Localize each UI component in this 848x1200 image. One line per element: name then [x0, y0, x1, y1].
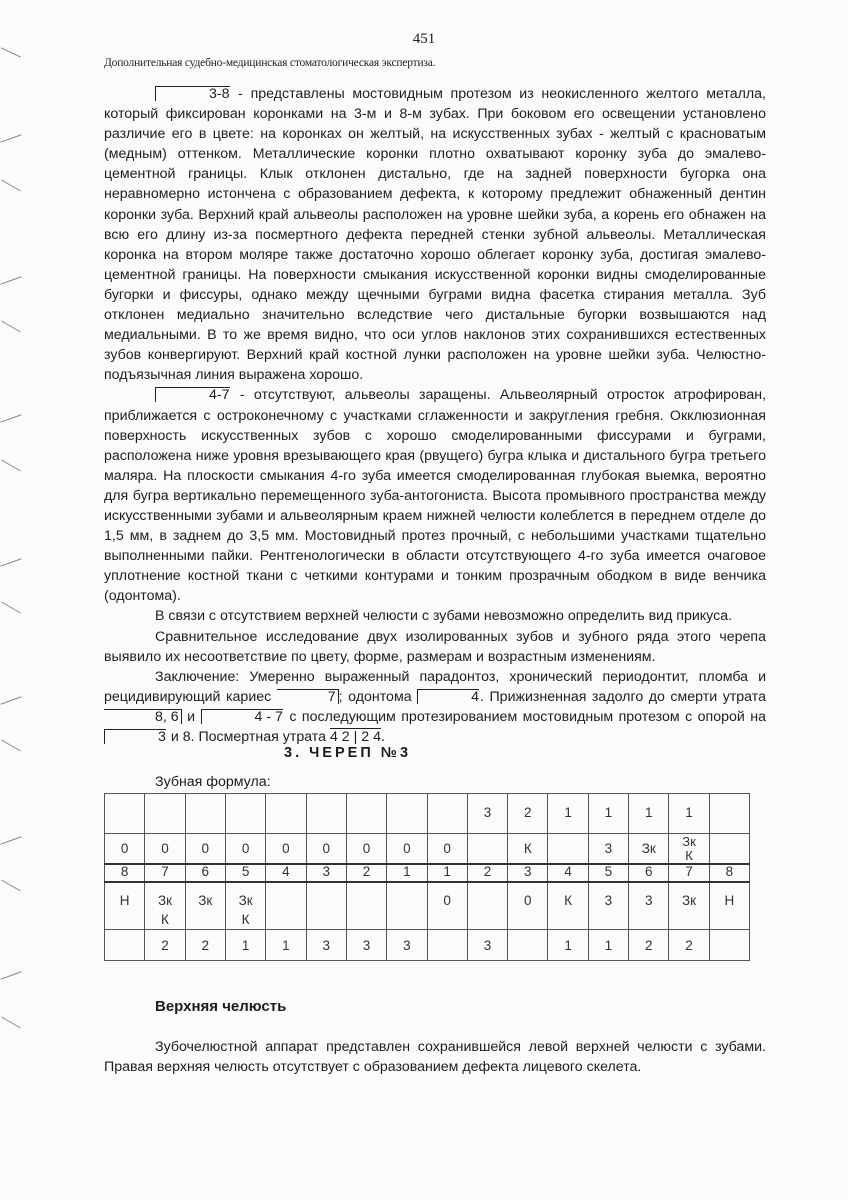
formula-cell [709, 794, 749, 834]
formula-cell: 4 [548, 864, 588, 882]
formula-cell: 3 [508, 864, 548, 882]
scan-mark [1, 47, 21, 57]
formula-cell: 5 [588, 864, 628, 882]
scan-mark [1, 460, 21, 472]
formula-cell: 8 [709, 864, 749, 882]
formula-cell [185, 794, 225, 834]
scan-mark [1, 180, 21, 192]
formula-cell [225, 794, 265, 834]
scan-mark [0, 836, 21, 844]
formula-cell: 2 [346, 864, 386, 882]
formula-cell [145, 794, 185, 834]
scan-mark [1, 880, 21, 892]
formula-cell: Зк [669, 882, 709, 930]
formula-cell: 2 [669, 930, 709, 961]
formula-cell: 3 [306, 864, 346, 882]
paragraph-bite: В связи с отсутствием верхней челюсти с зубами невозможно определить вид прикуса. [155, 608, 733, 625]
formula-cell: 2 [145, 930, 185, 961]
paragraph-comparison: Сравнительное исследование двух изолированных зубов и зубного ряда этого черепа выявило их несоответствие по цвету, форме, размерам и возрастным изменениям. [104, 628, 766, 665]
formula-cell [467, 834, 507, 865]
formula-cell: К [508, 834, 548, 865]
formula-cell [387, 794, 427, 834]
formula-cell: 3 [306, 930, 346, 961]
dental-formula-table [104, 793, 750, 961]
formula-cell: 1 [669, 794, 709, 834]
body-text [104, 84, 766, 747]
formula-cell: 8 [105, 864, 145, 882]
formula-cell: 1 [427, 864, 467, 882]
quadrant-marker: 3-8 [155, 86, 230, 101]
scan-mark [0, 276, 21, 284]
formula-cell [427, 930, 467, 961]
formula-cell: 2 [629, 930, 669, 961]
scan-mark [0, 558, 21, 566]
formula-label: Зубная формула: [155, 774, 271, 790]
formula-cell: 7 [145, 864, 185, 882]
formula-cell [548, 834, 588, 865]
scan-mark [1, 1017, 21, 1029]
scan-mark [0, 971, 21, 979]
formula-cell [709, 834, 749, 865]
formula-cell: 1 [588, 794, 628, 834]
formula-cell: 0 [427, 882, 467, 930]
formula-cell: К [548, 882, 588, 930]
section-title: 3. ЧЕРЕП №3 [284, 745, 412, 761]
formula-cell: 2 [467, 864, 507, 882]
scan-mark [0, 414, 21, 422]
paragraph-4-7: 4-7 - отсутствуют, альвеолы заращены. Альвеолярный отросток атрофирован, приближается с остроконечному с участками сглаженности и закругления гребня. Окклюзионная поверхность искусственных зубов с хорошо смоделированными фиссурами и буграми, расположена ниже уровня врезывающего края (рвущего) бугра клыка и дистального бугра третьего маляра. На плоскости смыкания 4-го зуба имеется смоделированная глубокая выемка, вероятно для бугра вертикально перемещенного зуба-антогониста. Высота промывного пространства между искусственными зубами и альвеолярным краем нижней челюсти колеблется в переднем отделе до 1,5 мм, в заднем до 3,5 мм. Мостовидный протез прочный, с небольшими участками тщательно выполненными пайки. Рентгенологически в области отсутствующего 4-го зуба имеется очаговое уплотнение костной ткани с четкими контурами и тонким прозрачным ободком в виде венчика (одонтома). [104, 387, 766, 605]
formula-cell: Н [105, 882, 145, 930]
paragraph-3-8: 3-8 - представлены мостовидным протезом из неокисленного желтого металла, который фиксирован коронками на 3-м и 8-м зубах. При боковом его освещении установлено различие его в цвете: на коронках он желтый, на искусственных зубах - желтый с красноватым (медным) оттенком. Металлические коронки плотно охватывают коронку зуба до эмалево-цементной границы. Клык отклонен дистально, где на задней поверхности бугорка она неравномерно истончена с образованием дефекта, к которому предлежит обнаженный дентин коронки зуба. Верхний край альвеолы расположен на уровне шейки зуба, а корень его обнажен на всю его длину из-за посмертного дефекта передней стенки зубной альвеолы. Металлическая коронка на втором моляре также достаточно хорошо облегает коронку зуба, достигая эмалево-цементной границы. На поверхности смыкания искусственной коронки видны смоделированные бугорки и фиссуры, однако между щечными буграми видна фасетка стирания металла. Зуб отклонен медиально значительно вследствие чего дистальные бугорки возвышаются над медиальными. В то же время видно, что оси углов наклонов этих сохранившихся естественных зубов конвергируют. Верхний край костной лунки расположен на уровне шейки зуба. Челюстно-подъязычная линия выражена хорошо. [104, 86, 766, 384]
formula-cell [508, 930, 548, 961]
formula-row-row5 [105, 930, 750, 961]
formula-cell [467, 882, 507, 930]
formula-cell: 3 [588, 882, 628, 930]
formula-cell: Зк [629, 834, 669, 865]
page-number: 451 [412, 31, 436, 47]
formula-cell: Зк К [669, 834, 709, 865]
formula-cell: 0 [145, 834, 185, 865]
scan-mark [1, 602, 21, 614]
formula-cell [306, 882, 346, 930]
scan-mark [0, 134, 21, 142]
formula-cell [387, 882, 427, 930]
formula-cell: 1 [225, 930, 265, 961]
formula-cell: 0 [105, 834, 145, 865]
formula-cell: 6 [629, 864, 669, 882]
formula-cell: 3 [588, 834, 628, 865]
formula-row-row1 [105, 794, 750, 834]
formula-cell: 3 [467, 930, 507, 961]
upper-jaw-text: Зубочелюстной аппарат представлен сохранившейся левой верхней челюсти с зубами. Правая верхняя челюсть отсутствует с образованием дефекта лицевого скелета. [104, 1039, 766, 1076]
running-head: Дополнительная судебно-медицинская стоматологическая экспертиза. [104, 57, 436, 69]
formula-cell [709, 930, 749, 961]
formula-cell [306, 794, 346, 834]
formula-cell: 2 [508, 794, 548, 834]
formula-cell: 0 [427, 834, 467, 865]
formula-cell: 4 [266, 864, 306, 882]
formula-cell: 2 [185, 930, 225, 961]
formula-row-row4 [105, 882, 750, 930]
formula-cell: 5 [225, 864, 265, 882]
formula-cell: 1 [548, 930, 588, 961]
formula-cell: 0 [266, 834, 306, 865]
formula-cell [105, 930, 145, 961]
upper-jaw-heading: Верхняя челюсть [155, 998, 287, 1015]
formula-cell: 1 [266, 930, 306, 961]
formula-cell: 1 [588, 930, 628, 961]
formula-row-row2 [105, 834, 750, 865]
formula-cell: Н [709, 882, 749, 930]
formula-cell: 0 [185, 834, 225, 865]
formula-cell: 1 [629, 794, 669, 834]
formula-cell [105, 794, 145, 834]
formula-cell: 0 [346, 834, 386, 865]
formula-cell: 3 [467, 794, 507, 834]
formula-cell [427, 794, 467, 834]
scan-mark [0, 696, 21, 704]
quadrant-marker: 4-7 [155, 387, 230, 402]
formula-cell: Зк [185, 882, 225, 930]
formula-cell: 1 [387, 864, 427, 882]
formula-cell: 3 [387, 930, 427, 961]
scan-mark [1, 740, 21, 752]
formula-cell [346, 794, 386, 834]
scan-mark [1, 321, 21, 333]
formula-cell: Зк К [225, 882, 265, 930]
formula-cell: 0 [225, 834, 265, 865]
formula-cell: Зк К [145, 882, 185, 930]
formula-cell [266, 882, 306, 930]
formula-cell: 0 [306, 834, 346, 865]
formula-cell: 7 [669, 864, 709, 882]
formula-cell: 0 [387, 834, 427, 865]
formula-cell: 0 [508, 882, 548, 930]
formula-cell: 6 [185, 864, 225, 882]
formula-cell [346, 882, 386, 930]
formula-cell: 1 [548, 794, 588, 834]
formula-cell: 3 [346, 930, 386, 961]
formula-cell: 3 [629, 882, 669, 930]
paragraph-conclusion: Заключение: Умеренно выраженный парадонтоз, хронический периодонтит, пломба и рецидивирующий кариес 7 ; одонтома 4. Прижизненная задолго до смерти утрата 8, 6 и 4 - 7 с последующим протезированием мостовидным протезом с опорой на 3 и 8. Посмертная утрата 4 2 | 2 4. [104, 668, 767, 745]
formula-row-numbers [105, 864, 750, 882]
formula-cell [266, 794, 306, 834]
